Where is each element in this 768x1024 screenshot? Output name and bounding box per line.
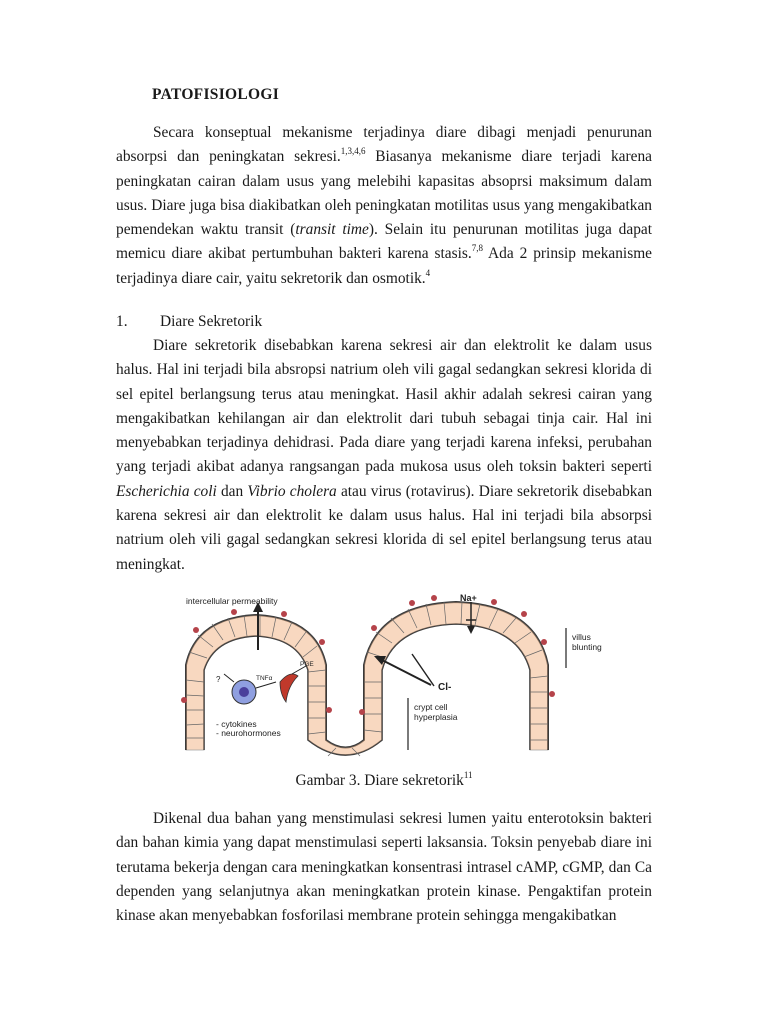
reference-2: 7,8 (471, 243, 483, 254)
label-sodium: Na+ (460, 593, 477, 603)
list-number: 1. (116, 313, 128, 330)
paragraph-intro (116, 121, 652, 291)
figure-caption (0, 769, 768, 790)
caption-text: Gambar 3. Diare sekretorik (295, 772, 464, 789)
secretory-text-1: Diare sekretorik disebabkan karena sekresi air dan elektrolit ke dalam usus halus. Hal ini terjadi bila absropsi natrium oleh vili gagal sedangkan sekresi klorida di sel epitel berlangsung terus atau meningkat. Hasil akhir adalah sekresi cairan yang mengakibatkan kehilangan air dan elektrolit dari tubuh sebagai tinja cair. Hal ini menyebabkan terjadinya dehidrasi. Pada diare yang terjadi karena infeksi, perubahan yang terjadi akibat adanya rangsangan pada mukosa usus oleh toksin bakteri seperti (116, 337, 652, 476)
intro-text-3: ). Selain itu penurunan motilitas juga dapat memicu diare akibat pertumbuhan bakteri karena stasis. (116, 221, 652, 263)
label-cytokines: - cytokines (216, 719, 257, 729)
label-neurohormones: - neurohormones (216, 728, 281, 738)
paragraph-toxins: Dikenal dua bahan yang menstimulasi sekresi lumen yaitu enterotoksin bakteri dan bahan kimia yang dapat menstimulasi seperti laksansia. Toksin penyebab diare ini terutama bekerja dengan cara meningkatkan konsentrasi intrasel cAMP, cGMP, dan Ca dependen yang selanjutnya akan meningkatkan protein kinase. Pengaktifan protein kinase akan menyebabkan fosforilasi membrane protein sehingga mengakibatkan (116, 810, 652, 925)
secretory-text-2: atau virus (rotavirus). Diare sekretorik disebabkan karena sekresi air dan elektrolit ke dalam usus halus. Hal ini terjadi bila absorpsi natrium oleh vili gagal sedangkan sekresi klorida di sel epitel berlangsung terus atau meningkat. (116, 482, 653, 573)
label-crypt: crypt cell (414, 702, 448, 712)
caption-reference: 11 (463, 769, 473, 780)
label-permeability: intercellular permeability (186, 596, 278, 606)
label-hyperplasia: hyperplasia (414, 712, 458, 722)
reference-1: 1,3,4,6 (340, 146, 366, 157)
list-item-1 (116, 310, 262, 334)
label-chloride: Cl- (438, 682, 452, 693)
label-question: ? (216, 675, 221, 684)
label-blunting: blunting (572, 642, 602, 652)
section-title: PATOFISIOLOGI (152, 86, 280, 103)
reference-3: 4 (425, 267, 431, 278)
label-pge: PGE (300, 661, 314, 668)
secretory-diarrhea-figure (176, 590, 636, 760)
label-tnf: TNFα (256, 675, 273, 682)
secretory-italic-1: Escherichia coli (116, 482, 217, 500)
list-title: Diare Sekretorik (160, 313, 263, 330)
intro-text-2: Biasanya mekanisme diare terjadi karena peningkatan cairan dalam usus yang melebihi kapasitas absoprsi maksimum dalam usus. Diare juga bisa diakibatkan oleh peningkatan motilitas usus yang mengakibatkan pemendekan waktu transit ( (116, 148, 652, 239)
intro-text-1: Secara konseptual mekanisme terjadinya diare dibagi menjadi penurunan absorpsi dan peningkatan sekresi. (116, 124, 652, 166)
secretory-text-mid: dan (216, 482, 248, 500)
paragraph-secretory (116, 334, 652, 577)
intro-italic: transit time (295, 221, 369, 239)
intro-text-4: Ada 2 prinsip mekanisme terjadinya diare cair, yaitu sekretorik dan osmotik. (116, 245, 652, 287)
label-villus: villus (572, 632, 591, 642)
secretory-italic-2: Vibrio cholera (247, 482, 337, 500)
